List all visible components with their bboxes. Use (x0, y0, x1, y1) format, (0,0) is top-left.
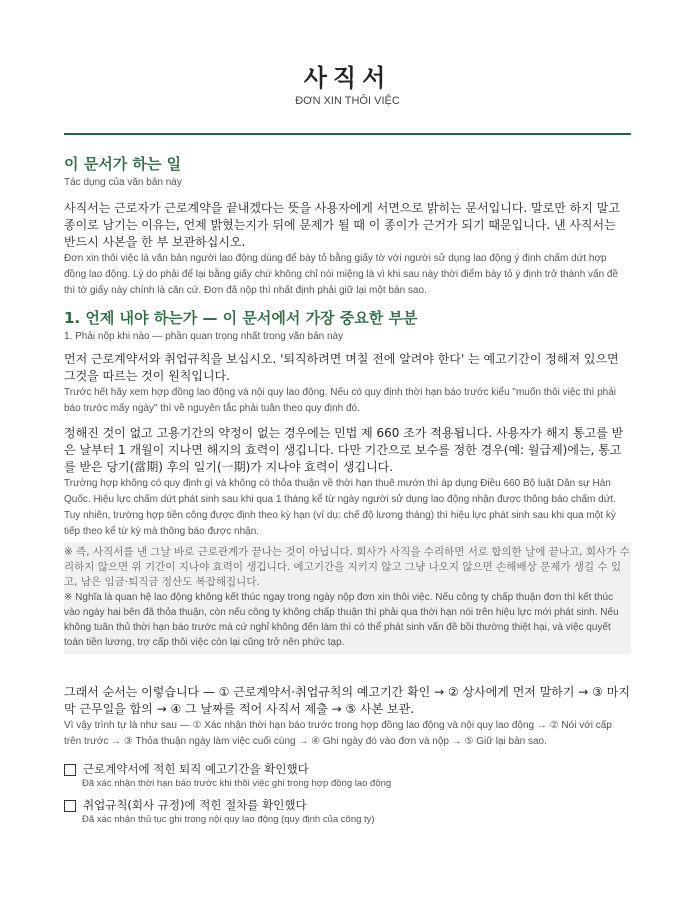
section-1 (64, 308, 631, 540)
checklist-item-label-ko: 취업규칙(회사 규정)에 적힌 절차를 확인했다 (83, 798, 307, 812)
section-1-heading-vi: 1. Phải nộp khi nào — phần quan trọng nhất trong văn bản này (64, 331, 344, 342)
section-intro-paragraph-vi: Đơn xin thôi việc là văn bản người lao động dùng để bày tỏ bằng giấy tờ với người sử dụng lao động ý định chấm dứt hợp đồng lao động. Lý do phải để lại bằng giấy chứ không chỉ nói miệng là vì khi sau này thời điểm bày tỏ ý định trở thành vấn đề thì tờ giấy này chính là căn cứ. Đơn đã nộp thì nhất định phải giữ lại một bản sao. (64, 253, 619, 296)
legal-note-vi: ※ Nghĩa là quan hệ lao động không kết thúc ngay trong ngày nộp đơn xin thôi việc. Nếu công ty chấp thuận đơn thì kết thúc vào ngày hai bên đã thỏa thuận, còn nếu công ty không chấp thuận thì phải qua thời hạn nói trên hiệu lực mới phát sinh. Nếu không tuân thủ thời hạn báo trước mà cứ nghỉ không đến làm thì có thể phát sinh vấn đề bồi thường thiệt hại, và việc quyết toán tiền lương, trợ cấp thôi việc còn lại cũng trở nên phức tạp. (64, 592, 619, 648)
checklist-item-label-vi: Đã xác nhận thời hạn báo trước khi thôi việc ghi trong hợp đồng lao động (82, 778, 392, 789)
checkbox[interactable] (64, 764, 76, 776)
checklist-item (64, 761, 631, 791)
section-1-paragraph-1-ko: 먼저 근로계약서와 취업규칙을 보십시오. '퇴직하려면 며칠 전에 알려야 한다' 는 예고기간이 정해져 있으면 그것을 따르는 것이 원칙입니다. (64, 352, 619, 383)
legal-note-box (64, 542, 631, 654)
section-order (64, 684, 631, 750)
section-order-paragraph-ko: 그래서 순서는 이렇습니다 — ① 근로계약서·취업규칙의 예고기간 확인 → ② 상사에게 먼저 말하기 → ③ 마지막 근무일을 합의 → ④ 그 날짜를 적어 사직서 제출 → ⑤ 사본 보관. (64, 685, 630, 716)
section-1-paragraph-2-ko: 정해진 것이 없고 고용기간의 약정이 없는 경우에는 민법 제 660 조가 적용됩니다. 사용자가 해지 통고를 받은 날부터 1 개월이 지나면 해지의 효력이 생깁니다. 다만 기간으로 보수를 정한 경우(예: 월급제)에는, 통고를 받은 당기(當期) 후의 일기(一期)가 지나야 효력이 생깁니다. (64, 426, 624, 474)
checklist-item (64, 797, 631, 827)
document-title: 사직서 (303, 64, 392, 92)
section-intro-heading: 이 문서가 하는 일 (64, 155, 182, 173)
header-divider (64, 133, 631, 135)
legal-note-ko: ※ 즉, 사직서를 낸 그날 바로 근로관계가 끝나는 것이 아닙니다. 회사가 사직을 수리하면 서로 합의한 날에 끝나고, 회사가 수리하지 않으면 위 기간이 지나야 효력이 생깁니다. 예고기간을 지키지 않고 그냥 나오지 않으면 손해배상 문제가 생길 수 있고, 남은 임금·퇴직금 정산도 복잡해집니다. (64, 546, 630, 588)
section-intro-heading-vi: Tác dụng của văn bản này (64, 177, 182, 188)
document-subtitle: ĐƠN XIN THÔI VIỆC (295, 95, 400, 107)
section-intro-paragraph-ko: 사직서는 근로자가 근로계약을 끝내겠다는 뜻을 사용자에게 서면으로 밝히는 문서입니다. 말로만 하지 말고 종이로 남기는 이유는, 언제 밝혔는지가 뒤에 문제가 될 때 이 종이가 근거가 되기 때문입니다. 낸 사직서는 반드시 사본을 한 부 보관하십시오. (64, 201, 620, 249)
checkbox[interactable] (64, 800, 76, 812)
checklist-item-label-ko: 근로계약서에 적힌 퇴직 예고기간을 확인했다 (83, 762, 309, 776)
section-1-paragraph-2-vi: Trường hợp không có quy định gì và không có thỏa thuận về thời hạn thuê mướn thì áp dụng Điều 660 Bộ luật Dân sự Hàn Quốc. Hiệu lực chấm dứt phát sinh sau khi qua 1 tháng kể từ ngày người sử dụng lao động nhận được thông báo chấm dứt. Tuy nhiên, trường hợp tiền công được định theo kỳ hạn (ví dụ: chế độ lương tháng) thì hiệu lực phát sinh sau khi qua một kỳ tiếp theo kể từ kỳ mà thông báo được nhận. (64, 478, 616, 537)
section-order-paragraph-vi: Vì vậy trình tự là như sau — ① Xác nhận thời hạn báo trước trong hợp đồng lao động và nội quy lao động → ② Nói với cấp trên trước → ③ Thỏa thuận ngày làm việc cuối cùng → ④ Ghi ngày đó vào đơn và nộp → ⑤ Giữ lại bản sao. (64, 720, 612, 747)
section-1-paragraph-1-vi: Trước hết hãy xem hợp đồng lao động và nội quy lao động. Nếu có quy định thời hạn báo trước kiểu "muốn thôi việc thì phải báo trước mấy ngày" thì về nguyên tắc phải tuân theo quy định đó. (64, 387, 617, 414)
section-1-heading: 1. 언제 내야 하는가 — 이 문서에서 가장 중요한 부분 (64, 309, 418, 327)
checklist-item-label-vi: Đã xác nhận thủ tục ghi trong nội quy lao động (quy định của công ty) (82, 814, 375, 825)
section-intro (64, 154, 631, 299)
